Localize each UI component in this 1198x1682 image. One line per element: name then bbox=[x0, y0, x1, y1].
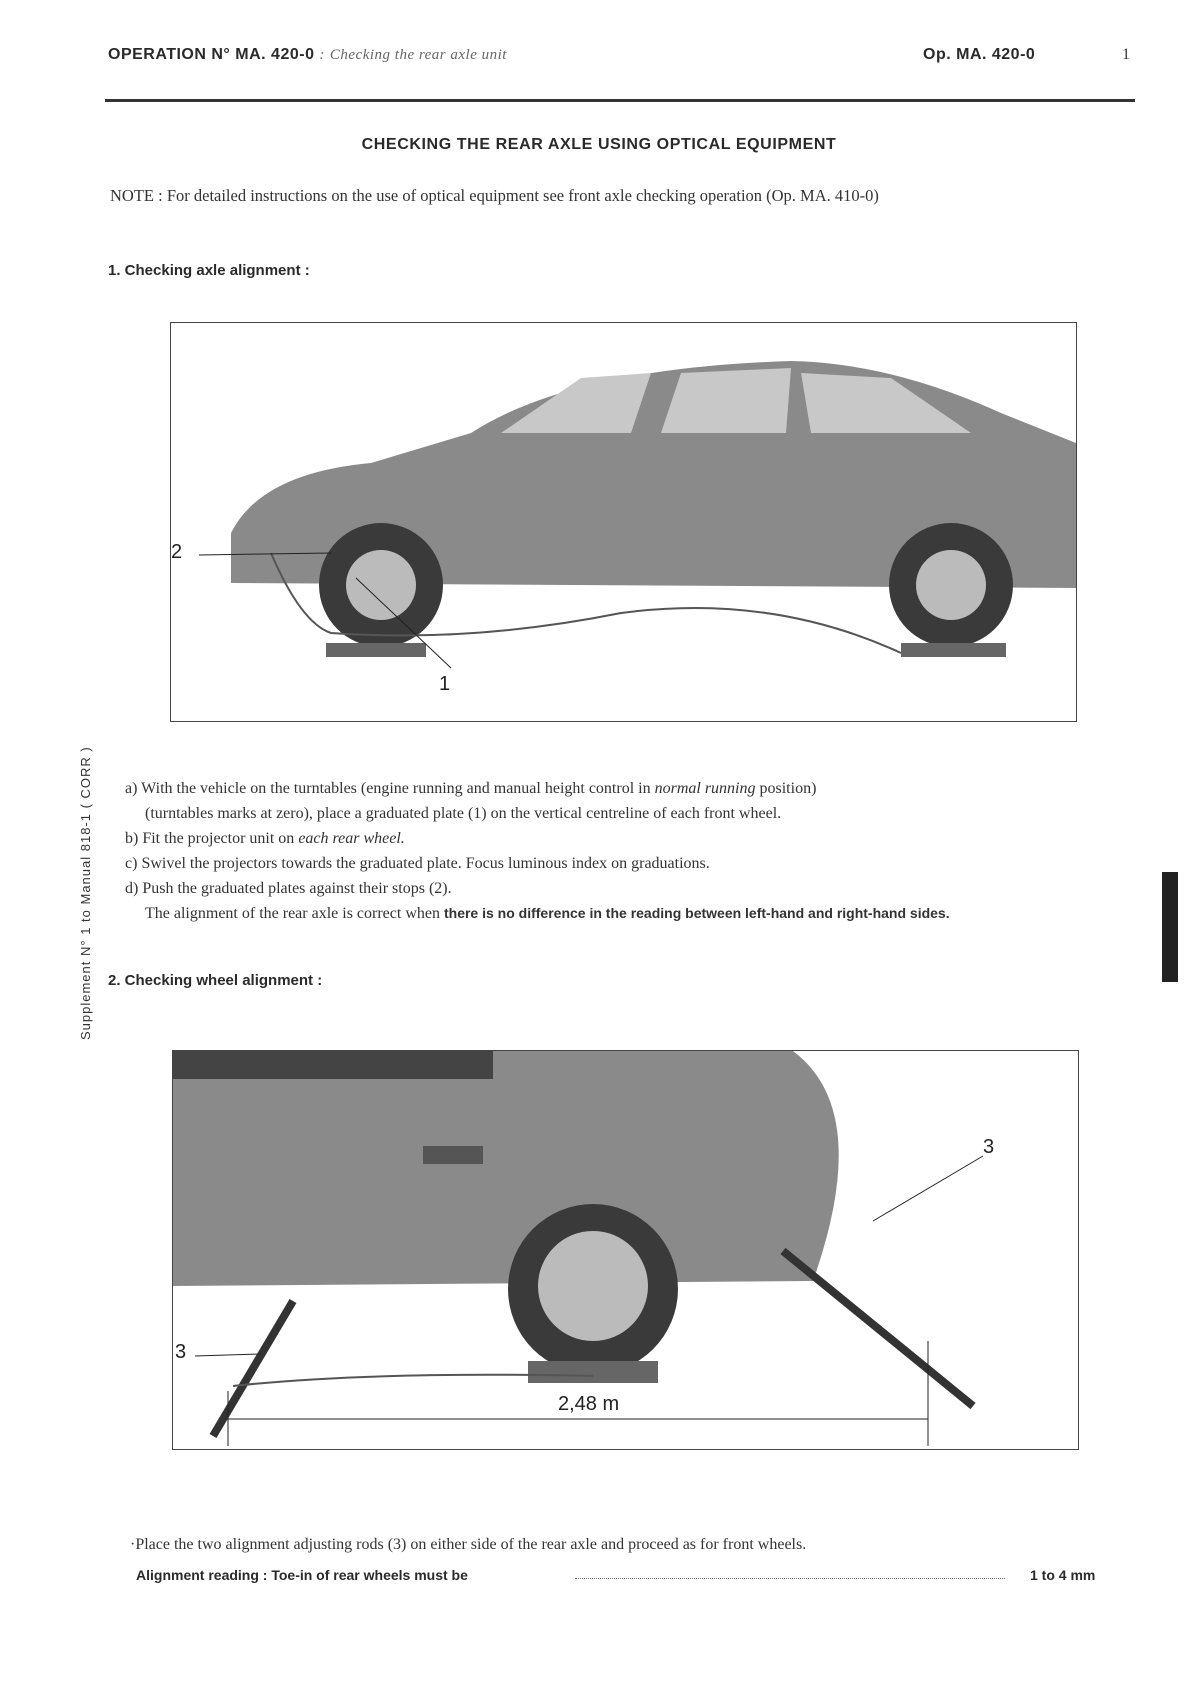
list-item-b bbox=[125, 826, 1045, 851]
page-title: CHECKING THE REAR AXLE USING OPTICAL EQUIPMENT bbox=[361, 136, 837, 153]
callout-2: 2 bbox=[171, 541, 183, 563]
item-text: position) bbox=[755, 780, 817, 797]
item-text: Swivel the projectors towards the graduated plate. Focus luminous index on graduations. bbox=[141, 855, 710, 872]
header-rule bbox=[105, 99, 1135, 102]
alignment-reading-value: 1 to 4 mm bbox=[1030, 1567, 1096, 1583]
callout-1: 1 bbox=[439, 673, 451, 695]
item-italic: normal running bbox=[654, 780, 756, 797]
leader-dots bbox=[575, 1578, 1005, 1579]
callout-3-right: 3 bbox=[983, 1136, 995, 1158]
item-text: Fit the projector unit on bbox=[142, 830, 299, 847]
conclusion-bold: there is no difference in the reading between left-hand and right-hand sides. bbox=[443, 905, 950, 921]
item-text: Push the graduated plates against their stops (2). bbox=[142, 880, 452, 897]
item-italic: each rear wheel. bbox=[298, 830, 405, 847]
page-number: 1 bbox=[1122, 46, 1130, 63]
list-item-a-cont: (turntables marks at zero), place a graduated plate (1) on the vertical centreline of each front wheel. bbox=[145, 805, 782, 822]
callout-3-left: 3 bbox=[175, 1341, 187, 1363]
edge-tab-marker bbox=[1162, 872, 1178, 982]
item-text: With the vehicle on the turntables (engine running and manual height control in bbox=[141, 780, 655, 797]
item-letter: a) bbox=[125, 780, 138, 797]
car-side-photo bbox=[171, 323, 1076, 721]
dimension-label: 2,48 m bbox=[558, 1393, 620, 1415]
figure-wheel-alignment bbox=[172, 1050, 1079, 1450]
header-operation bbox=[108, 46, 507, 64]
header-subtitle: Checking the rear axle unit bbox=[329, 47, 507, 63]
section1-heading: 1. Checking axle alignment : bbox=[108, 262, 310, 279]
item-letter: d) bbox=[125, 880, 139, 897]
section2-heading: 2. Checking wheel alignment : bbox=[108, 972, 323, 989]
list-item-c bbox=[125, 851, 1045, 876]
operation-number: OPERATION N° MA. 420-0 bbox=[108, 46, 315, 63]
op-ref: Op. MA. 420-0 bbox=[923, 46, 1036, 63]
conclusion bbox=[125, 901, 1045, 926]
item-letter: c) bbox=[125, 855, 138, 872]
conclusion-text: The alignment of the rear axle is correct when bbox=[145, 905, 444, 922]
separator: : bbox=[319, 47, 325, 63]
car-rear-photo bbox=[173, 1051, 1078, 1449]
alignment-reading-label: Alignment reading : Toe-in of rear wheels must be bbox=[136, 1567, 468, 1583]
note: NOTE : For detailed instructions on the use of optical equipment see front axle checking operation (Op. MA. 410-0) bbox=[110, 186, 879, 205]
list-item-d bbox=[125, 876, 1045, 901]
figure-axle-alignment bbox=[170, 322, 1077, 722]
item-letter: b) bbox=[125, 830, 139, 847]
list-item-a bbox=[125, 776, 1045, 801]
instruction-text: ·Place the two alignment adjusting rods (3) on either side of the rear axle and proceed as for front wheels. bbox=[130, 1536, 807, 1553]
side-text: Supplement N° 1 to Manual 818-1 ( CORR ) bbox=[78, 746, 93, 1040]
instruction-list bbox=[125, 776, 1045, 926]
